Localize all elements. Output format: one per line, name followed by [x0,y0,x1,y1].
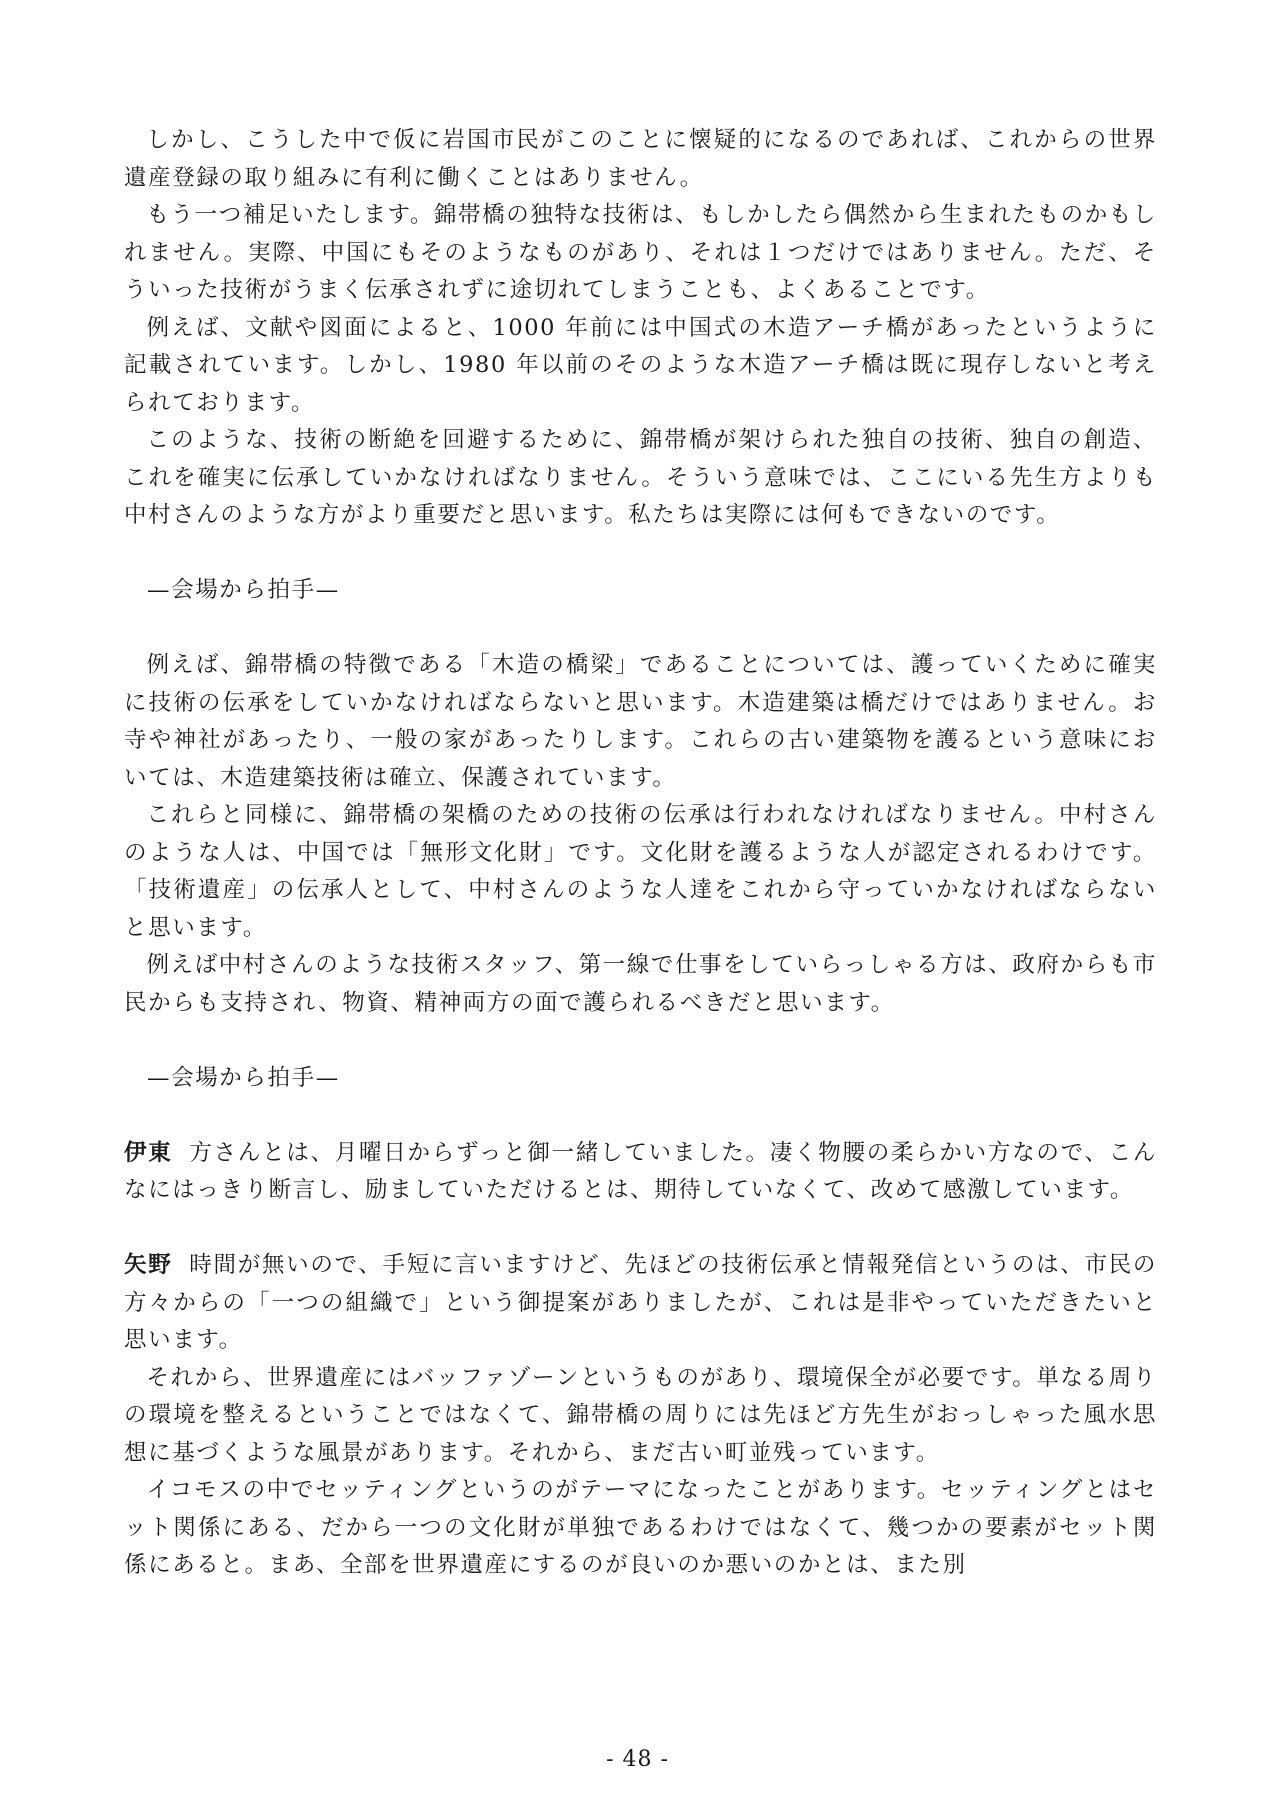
speaker-paragraph [124,1247,1157,1360]
paragraph: 例えば、文献や図面によると、1000 年前には中国式の木造アーチ橋があったというように記載されています。しかし、1980 年以前のそのような木造アーチ橋は既に現存しないと考えられております。 [124,314,1157,416]
paragraph: しかし、こうした中で仮に岩国市民がこのことに懐疑的になるのであれば、これからの世界遺産登録の取り組みに有利に働くことはありません。 [124,127,1157,191]
applause-note: —会場から拍手— [147,1064,340,1091]
paragraph: 例えば、錦帯橋の特徴である「木造の橋梁」であることについては、護っていくために確実に技術の伝承をしていかなければならないと思います。木造建築は橋だけではありません。お寺や神社があったり、一般の家があったりします。これらの古い建築物を護るという意味においては、木造建築技術は確立、保護されています。 [124,652,1157,791]
paragraph: それから、世界遺産にはバッファゾーンというものがあり、環境保全が必要です。単なる周りの環境を整えるということではなくて、錦帯橋の周りには先ほど方先生がおっしゃった風水思想に基づくような風景があります。それから、まだ古い町並残っています。 [124,1364,1157,1466]
spacer [124,535,1157,573]
speaker-paragraph [124,1135,1157,1210]
spacer [124,1097,1157,1135]
page-number: - 48 - [606,1747,669,1772]
page-body [124,122,1157,1585]
spacer [124,1022,1157,1060]
spacer [124,610,1157,648]
applause-note: —会場から拍手— [147,577,340,603]
paragraph: これらと同様に、錦帯橋の架橋のための技術の伝承は行われなければなりません。中村さんのような人は、中国では「無形文化財」です。文化財を護るような人が認定されるわけです。「技術遺産」の伝承人として、中村さんのような人達をこれから守っていかなければならないと思います。 [124,802,1157,941]
spacer [124,1210,1157,1248]
speaker-text: 時間が無いので、手短に言いますけど、先ほどの技術伝承と情報発信というのは、市民の方々からの「一つの組織で」という御提案がありましたが、これは是非やっていただきたいと思います。 [124,1252,1157,1353]
speaker-name: 矢野 [124,1252,173,1278]
paragraph: もう一つ補足いたします。錦帯橋の独特な技術は、もしかしたら偶然から生まれたものかもしれません。実際、中国にもそのようなものがあり、それは１つだけではありません。ただ、そういった技術がうまく伝承されずに途切れてしまうことも、よくあることです。 [124,202,1157,303]
paragraph: 例えば中村さんのような技術スタッフ、第一線で仕事をしていらっしゃる方は、政府からも市民からも支持され、物資、精神両方の面で護られるべきだと思います。 [124,952,1157,1016]
speaker-name: 伊東 [124,1139,173,1166]
speaker-text: 方さんとは、月曜日からずっと御一緒していました。凄く物腰の柔らかい方なので、こんなにはっきり断言し、励ましていただけるとは、期待していなくて、改めて感激しています。 [124,1139,1158,1203]
paragraph: このような、技術の断絶を回避するために、錦帯橋が架けられた独自の技術、独自の創造、これを確実に伝承していかなければなりません。そういう意味では、ここにいる先生方よりも中村さんのような方がより重要だと思います。私たちは実際には何もできないのです。 [124,427,1157,528]
paragraph: イコモスの中でセッティングというのがテーマになったことがあります。セッティングとはセット関係にある、だから一つの文化財が単独であるわけではなくて、幾つかの要素がセット関係にあると。まあ、全部を世界遺産にするのが良いのか悪いのかとは、また別 [124,1477,1157,1578]
